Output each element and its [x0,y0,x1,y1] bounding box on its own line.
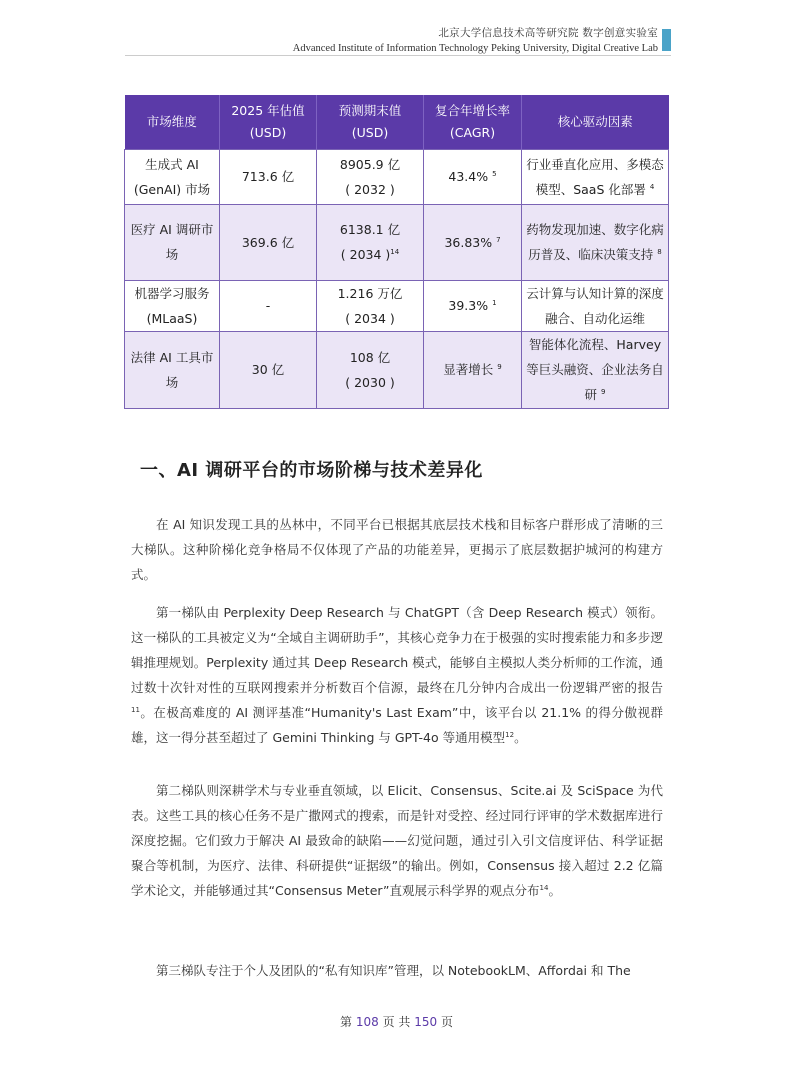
drivers-ref[interactable]: 4 [649,182,655,191]
paragraph-text: 第一梯队由 Perplexity Deep Research 与 ChatGPT（含 Deep Research 模式）领衔。这一梯队的工具被定义为“全域自主调研助手”，其核心竞争力在于极强的实时搜索能力和多步逻辑推理规划。Perplexity 通过其 Deep Research 模式，能够自主模拟人类分析师的工作流，通过数十次针对性的互联网搜索并分析数百个信源，最终在几分钟内合成出一份逻辑严密的报告 [131,605,663,695]
drivers-text: 药物发现加速、数字化病历普及、临床决策支持 [526,222,664,262]
paragraph-tier-three: 第三梯队专注于个人及团队的“私有知识库”管理，以 NotebookLM、Affordai 和 The [156,963,631,978]
forecast-value: 1.216 万亿 [337,285,403,301]
drivers-ref[interactable]: 9 [601,387,606,396]
cell-dimension: 医疗 AI 调研市场 [125,204,220,280]
forecast-value: 108 亿 [349,349,391,365]
paragraph-intro: 在 AI 知识发现工具的丛林中，不同平台已根据其底层技术栈和目标客户群形成了清晰的三大梯队。这种阶梯化竞争格局不仅体现了产品的功能差异，更揭示了底层数据护城河的构建方式。 [131,517,663,582]
forecast-value: 6138.1 亿 [339,222,401,237]
cell-forecast [317,149,424,204]
market-table [124,95,669,409]
col-header-dimension: 市场维度 [125,95,220,149]
forecast-year: ( 2034 ) [345,310,395,326]
cell-cagr [424,331,522,408]
col-header-cagr: 复合年增长率 (CAGR) [424,95,522,149]
cagr-ref[interactable]: 1 [492,298,497,307]
header-institute-cn: 北京大学信息技术高等研究院 数字创意实验室 [438,27,658,39]
current-page-number: 108 [355,1015,379,1029]
paragraph-text: 。在极高难度的 AI 测评基准“Humanity's Last Exam”中，该平台以 21.1% 的得分傲视群雄，这一得分甚至超过了 Gemini Thinking 与 GPT-4o 等通用模型 [131,705,663,745]
cell-dimension: 法律 AI 工具市场 [125,331,220,408]
citation-ref[interactable]: 12 [505,730,515,739]
cagr-value: 39.3% [448,298,489,313]
drivers-ref[interactable]: 8 [657,247,662,256]
page-header [58,26,658,56]
cagr-value: 43.4% [448,169,489,184]
table-row [125,331,669,408]
header-institute-en: Advanced Institute of Information Technology Peking University, Digital Creative Lab [292,43,658,54]
total-pages-number: 150 [414,1015,438,1029]
cell-cagr [424,280,522,331]
page-footer [0,1013,793,1030]
table-row [125,149,669,204]
cell-cagr [424,149,522,204]
paragraph-text: 。 [514,730,527,745]
header-accent-bar [662,29,671,51]
header-divider [125,55,671,56]
forecast-year: ( 2032 ) [345,181,395,197]
cell-drivers [522,331,669,408]
forecast-year: ( 2034 ) [340,247,391,262]
paragraph-tier-two [131,778,663,903]
forecast-ref[interactable]: 14 [390,247,400,256]
forecast-value: 8905.9 亿 [339,156,401,172]
cell-value-2025: 713.6 亿 [220,149,317,204]
cell-forecast [317,204,424,280]
cell-value-2025: 30 亿 [220,331,317,408]
cell-dimension: 生成式 AI (GenAI) 市场 [125,149,220,204]
cell-value-2025: 369.6 亿 [220,204,317,280]
forecast-year: ( 2030 ) [345,374,395,390]
paragraph-tier-one [131,600,663,750]
cagr-ref[interactable]: 5 [492,169,497,178]
cagr-value: 36.83% [444,234,493,250]
citation-ref[interactable]: 14 [539,883,549,892]
col-header-forecast: 预测期末值 (USD) [317,95,424,149]
footer-suffix: 页 [440,1015,453,1029]
cell-drivers [522,204,669,280]
cell-cagr [424,204,522,280]
drivers-text: 行业垂直化应用、多模态模型、SaaS 化部署 [526,156,664,197]
table-row [125,280,669,331]
footer-prefix: 第 [340,1015,353,1029]
table-row [125,204,669,280]
cell-drivers: 云计算与认知计算的深度融合、自动化运维 [522,280,669,331]
col-header-drivers: 核心驱动因素 [522,95,669,149]
drivers-text: 智能体化流程、Harvey 等巨头融资、企业法务自研 [526,337,664,402]
paragraph-text: 第二梯队则深耕学术与专业垂直领域，以 Elicit、Consensus、Scite.ai 及 SciSpace 为代表。这些工具的核心任务不是广撒网式的搜索，而是针对受控、经过同行评审的学术数据库进行深度挖掘。它们致力于解决 AI 最致命的缺陷——幻觉问题，通过引入引文信度评估、科学证据聚合等机制，为医疗、法律、科研提供“证据级”的输出。例如，Consensus 接入超过 2.2 亿篇学术论文，并能够通过其“Consensus Meter”直观展示科学界的观点分布 [131,783,663,898]
paragraph-text: 。 [548,883,561,898]
footer-middle: 页 共 [382,1015,411,1029]
table-header-row [125,95,669,149]
cell-drivers [522,149,669,204]
cell-value-2025: - [220,280,317,331]
citation-ref[interactable]: 11 [131,705,140,714]
cell-dimension: 机器学习服务 (MLaaS) [125,280,220,331]
col-header-value-2025: 2025 年估值 (USD) [220,95,317,149]
cagr-ref[interactable]: 9 [497,362,502,371]
section-title: 一、AI 调研平台的市场阶梯与技术差异化 [140,460,483,481]
cagr-value: 显著增长 [443,362,494,377]
cell-forecast [317,331,424,408]
cagr-ref[interactable]: 7 [496,235,501,244]
cell-forecast [317,280,424,331]
